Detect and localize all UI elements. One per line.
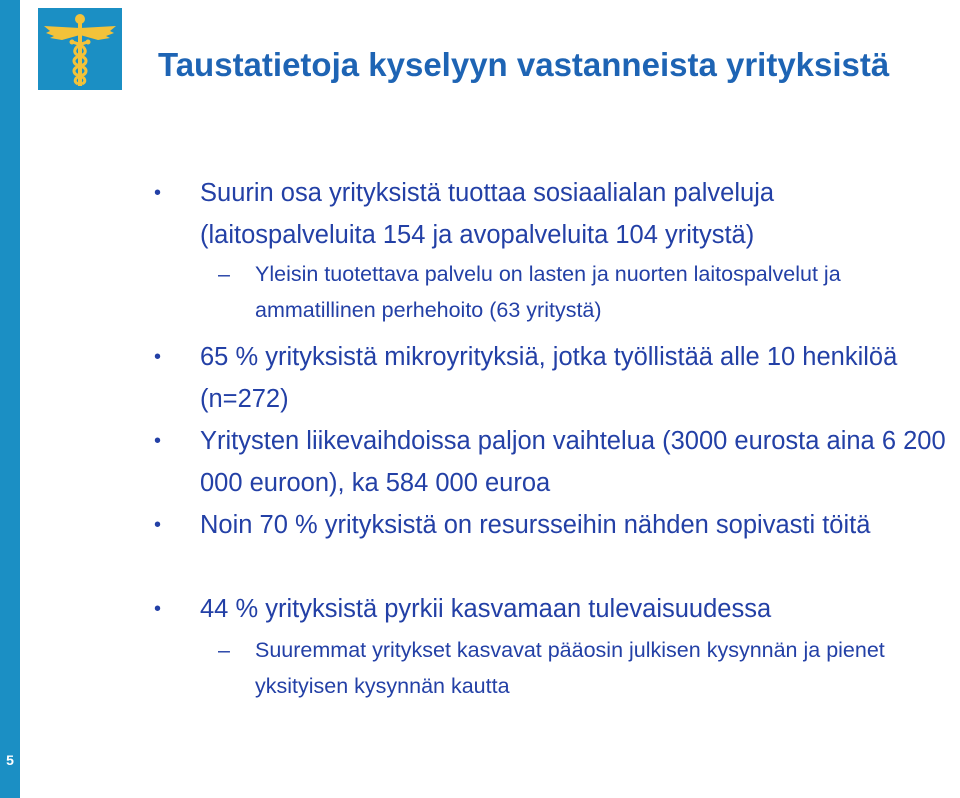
page-title: Taustatietoja kyselyyn vastanneista yrityksistä xyxy=(158,46,890,83)
bullet-marker: • xyxy=(154,182,162,204)
sub-list-item xyxy=(150,256,950,332)
list-item xyxy=(150,336,950,420)
bullet-marker: • xyxy=(154,346,162,368)
list-item xyxy=(150,504,950,588)
bullet-list xyxy=(150,172,950,708)
bullet-marker: • xyxy=(154,598,162,620)
page-number: 5 xyxy=(6,752,14,768)
caduceus-icon xyxy=(38,8,122,90)
list-item xyxy=(150,172,950,256)
sub-list-item xyxy=(150,632,950,704)
sub-bullet-text: Suuremmat yritykset kasvavat pääosin julkisen kysynnän ja pienet yksityisen kysynnän kautta xyxy=(255,638,885,698)
bullet-text: Noin 70 % yrityksistä on resursseihin nähden sopivasti töitä xyxy=(200,511,871,539)
bullet-text: 65 % yrityksistä mikroyrityksiä, jotka työllistää alle 10 henkilöä (n=272) xyxy=(200,343,898,413)
list-item xyxy=(150,588,950,632)
left-accent-bar xyxy=(0,0,20,798)
dash-marker: – xyxy=(218,638,230,662)
list-item xyxy=(150,420,950,504)
sub-bullet-text: Yleisin tuotettava palvelu on lasten ja nuorten laitospalvelut ja ammatillinen perhehoito (63 yritystä) xyxy=(255,262,841,322)
bullet-text: Suurin osa yrityksistä tuottaa sosiaalialan palveluja (laitospalveluita 154 ja avopalveluita 104 yritystä) xyxy=(200,179,775,249)
dash-marker: – xyxy=(218,262,230,286)
bullet-marker: • xyxy=(154,430,162,452)
bullet-text: 44 % yrityksistä pyrkii kasvamaan tulevaisuudessa xyxy=(200,595,772,623)
logo xyxy=(38,8,122,90)
bullet-text: Yritysten liikevaihdoissa paljon vaihtelua (3000 eurosta aina 6 200 000 euroon), ka 584 000 euroa xyxy=(200,427,946,497)
bullet-marker: • xyxy=(154,514,162,536)
